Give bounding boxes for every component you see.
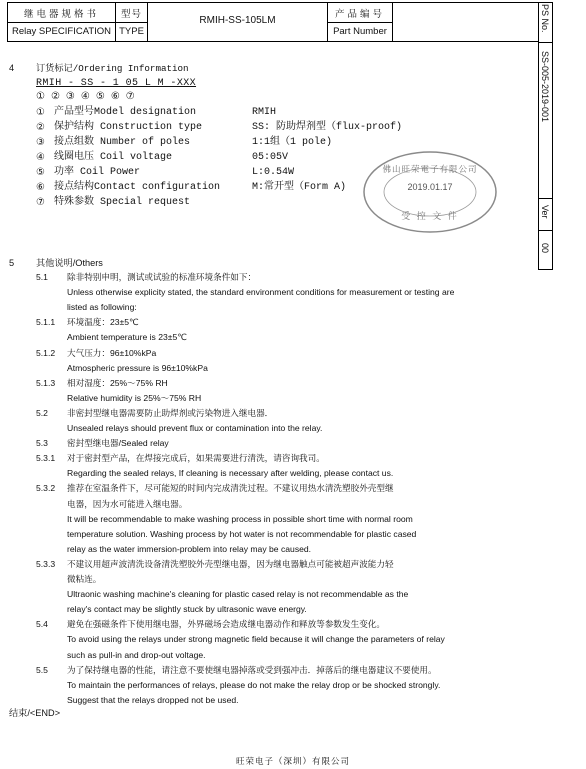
clause-text: 不建议用超声波清洗设备清洗塑胶外壳型继电器，因为继电器触点可能被超声波能力轻	[67, 559, 394, 569]
clause-number: 5.4	[36, 619, 48, 629]
clause-text: 电器，因为水可能进入继电器。	[67, 499, 188, 509]
ordering-item-6-value: M:常开型（Form A)	[252, 182, 347, 193]
clause-text: Unsealed relays should prevent flux or contamination into the relay.	[67, 423, 323, 433]
ordering-item-7-num: ⑦	[36, 197, 45, 208]
clause-number: 5.3	[36, 438, 48, 448]
ordering-code-markers: ① ② ③ ④ ⑤ ⑥ ⑦	[36, 92, 135, 103]
ordering-item-5-label: 功率 Coil Power	[54, 167, 141, 178]
section4-title: 订货标记/Ordering Information	[36, 63, 189, 74]
header-title-cell	[8, 3, 116, 41]
ordering-item-3-num: ③	[36, 137, 45, 148]
header-title-cn: 继电器规格书	[23, 9, 99, 20]
header-type-cn: 型号	[120, 9, 142, 20]
clause-text: 对于密封型产品，在焊接完成后，如果需要进行清洗，请咨询我司。	[67, 453, 325, 463]
header-partno-cell	[328, 3, 393, 41]
clause-text: Ambient temperature is 23±5℃	[67, 332, 187, 342]
ordering-item-1-num: ①	[36, 107, 45, 118]
header-partno-cn: 产品编号	[334, 9, 385, 20]
header-model-cell	[148, 3, 328, 41]
clause-number: 5.3.3	[36, 559, 56, 569]
stamp-date: 2019.01.17	[407, 182, 453, 192]
clause-text: relay as the water immersion-problem into relay may be caused.	[67, 544, 312, 554]
clause-text: Regarding the sealed relays, If cleaning is necessary after welding, please contact us.	[67, 468, 394, 478]
section4-number: 4	[9, 63, 15, 73]
clause-number: 5.1.1	[36, 317, 56, 327]
ordering-item-1-value: RMIH	[252, 107, 277, 118]
ordering-item-3-value: 1:1组（1 pole)	[252, 137, 333, 148]
side-doc-strip	[538, 2, 553, 270]
clause-text: To maintain the performances of relays, please do not make the relay drop or be shocked strongly.	[67, 680, 441, 690]
clause-text: such as pull-in and drop-out voltage.	[67, 650, 206, 660]
footer-company: 旺荣电子（深圳）有限公司	[235, 756, 350, 766]
clause-text: Unless otherwise explicity stated, the standard environment conditions for measurement or testing are	[67, 287, 455, 297]
clause-text: 密封型继电器/Sealed relay	[67, 438, 169, 448]
controlled-document-stamp	[360, 147, 500, 237]
ordering-item-2-label: 保护结构 Construction type	[54, 122, 203, 133]
clause-number: 5.3.1	[36, 453, 56, 463]
clause-number: 5.1	[36, 272, 48, 282]
clause-text: Relative humidity is 25%～75% RH	[67, 393, 202, 403]
clause-text: 非密封型继电器需要防止助焊剂或污染物进入继电器．	[67, 408, 274, 418]
clause-text: Ultraonic washing machine's cleaning for plastic cased relay is not recommendable as the	[67, 589, 409, 599]
clause-text: 环境温度：23±5℃	[67, 317, 139, 327]
clause-text: 大气压力：96±10%kPa	[67, 348, 157, 358]
side-docno-segment	[539, 43, 552, 199]
header-table	[7, 2, 539, 42]
side-ver-segment	[539, 199, 552, 231]
clause-number: 5.3.2	[36, 483, 56, 493]
section5-title: 其他说明/Others	[36, 258, 103, 268]
end-marker: 结束/<END>	[9, 708, 61, 718]
side-ver-value-segment	[539, 231, 552, 269]
clause-text: It will be recommendable to make washing process in possible short time with normal room	[67, 514, 413, 524]
ordering-item-3-label: 接点组数 Number of poles	[54, 137, 191, 148]
clause-text: 微粘连。	[67, 574, 102, 584]
clause-text: Atmospheric pressure is 96±10%kPa	[67, 363, 208, 373]
clause-text: 为了保持继电器的性能，请注意不要使继电器掉落或受到强冲击．掉落后的继电器建议不要使用。	[67, 665, 437, 675]
clause-text: 避免在强磁条件下使用继电器，外界磁场会造成继电器动作和释放等参数发生变化。	[67, 619, 385, 629]
ordering-item-4-label: 线圈电压 Coil voltage	[54, 152, 173, 163]
ordering-item-6-label: 接点结构Contact configuration	[54, 182, 221, 193]
stamp-ellipse-icon	[360, 147, 500, 237]
side-doc-number: SS-005-2019-001	[540, 51, 550, 123]
clause-text: relay's contact may be slightly stuck by ultrasonic wave energy.	[67, 604, 307, 614]
clause-text: Suggest that the relays dropped not be used.	[67, 695, 239, 705]
header-type-en: TYPE	[119, 26, 144, 37]
ordering-item-5-value: L:0.54W	[252, 167, 295, 178]
stamp-company: 佛山旺荣電子有限公司	[382, 164, 478, 174]
ordering-item-4-num: ④	[36, 152, 45, 163]
side-ps-label: PS No.	[540, 4, 550, 33]
ordering-item-2-value: SS: 防助焊剂型（flux-proof)	[252, 122, 403, 133]
clause-text: temperature solution. Washing process by hot water is not recommendable for plastic cased	[67, 529, 417, 539]
clause-text: To avoid using the relays under strong magnetic field because it will change the parameters of relay	[67, 634, 445, 644]
clause-number: 5.2	[36, 408, 48, 418]
header-type-cell	[116, 3, 148, 41]
ordering-item-5-num: ⑤	[36, 167, 45, 178]
ordering-code: RMIH - SS - 1 05 L M -XXX	[36, 78, 197, 89]
ordering-item-2-num: ②	[36, 122, 45, 133]
header-partno-en: Part Number	[333, 26, 387, 37]
clause-number: 5.5	[36, 665, 48, 675]
section5-number: 5	[9, 258, 15, 268]
stamp-controlled-label: 受 控 文 件	[401, 211, 459, 221]
clause-text: 相对湿度：25%～75% RH	[67, 378, 168, 388]
clause-number: 5.1.2	[36, 348, 56, 358]
clause-text: 除非特别申明，测试或试验的标准环境条件如下：	[67, 272, 257, 282]
ordering-item-7-label: 特殊参数 Special request	[54, 197, 191, 208]
side-ps-segment	[539, 3, 552, 43]
header-model: RMIH-SS-105LM	[199, 15, 276, 26]
side-ver-label: Ver	[540, 205, 550, 219]
side-ver-value: 00	[540, 243, 550, 254]
ordering-item-6-num: ⑥	[36, 182, 45, 193]
ordering-item-1-label: 产品型号Model designation	[54, 107, 197, 118]
clause-text: 推荐在室温条件下，尽可能短的时间内完成清洗过程。不建议用热水清洗塑胶外壳型继	[67, 483, 394, 493]
clause-number: 5.1.3	[36, 378, 56, 388]
clause-text: listed as following:	[67, 302, 137, 312]
header-title-en: Relay SPECIFICATION	[11, 26, 112, 37]
ordering-item-4-value: 05:05V	[252, 152, 289, 163]
